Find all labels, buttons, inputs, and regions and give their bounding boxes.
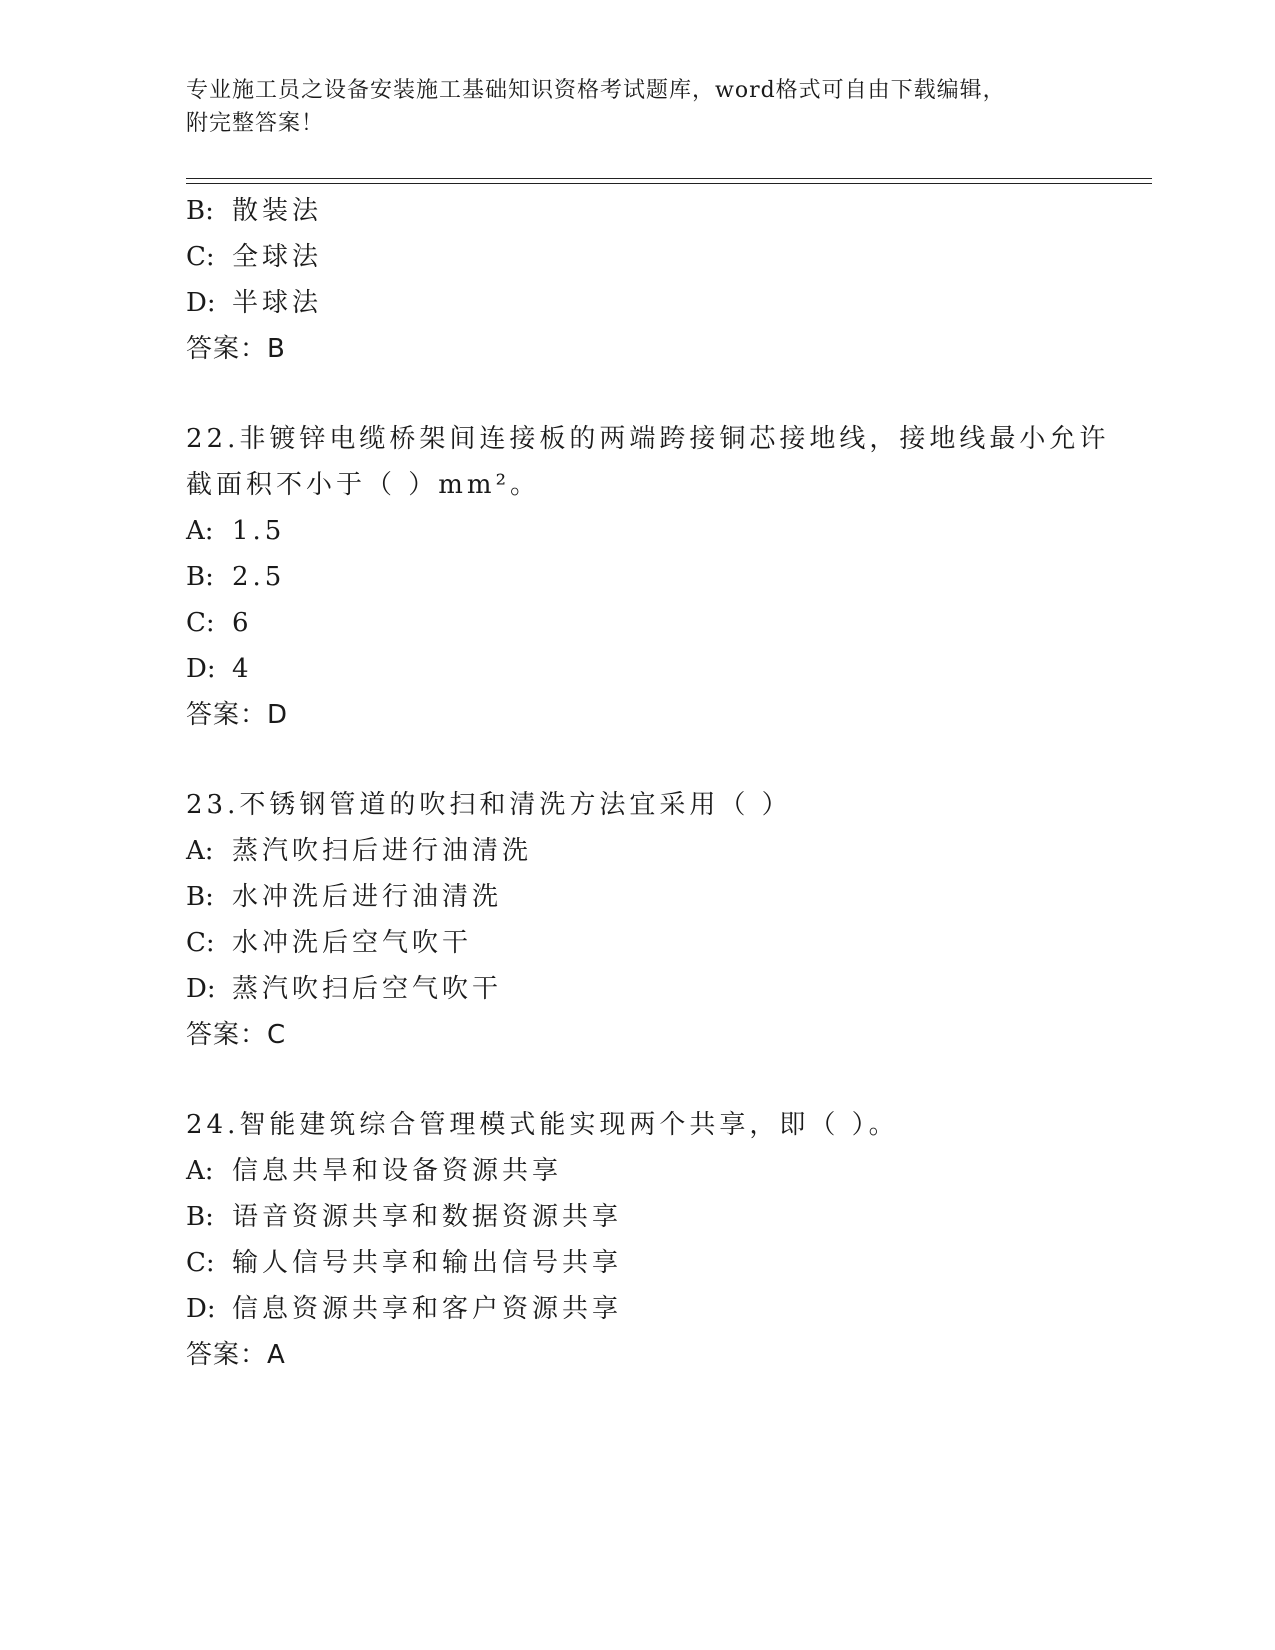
header-divider-bottom <box>186 183 1152 184</box>
option-text: 全球法 <box>232 242 323 272</box>
option-text: 水冲洗后进行油清洗 <box>232 882 503 912</box>
answer-line: 答案：A <box>186 1340 286 1370</box>
option-key: A: <box>186 1156 214 1186</box>
option-text: 蒸汽吹扫后进行油清洗 <box>232 836 533 866</box>
option-a <box>186 1148 1152 1194</box>
option-key: A: <box>186 836 214 866</box>
option-text: 蒸汽吹扫后空气吹干 <box>232 974 503 1004</box>
option-text: 半球法 <box>232 288 323 318</box>
question-22 <box>186 416 1152 738</box>
option-text: 散装法 <box>232 196 323 226</box>
option-text: 4 <box>232 654 253 684</box>
option-d <box>186 280 1152 326</box>
option-key: C: <box>186 608 215 638</box>
option-a <box>186 508 1152 554</box>
option-text: 1.5 <box>232 516 286 546</box>
option-key: A: <box>186 516 214 546</box>
question-23 <box>186 782 1152 1058</box>
question-21 <box>186 188 1152 372</box>
option-text: 2.5 <box>232 562 286 592</box>
option-key: B: <box>186 196 214 226</box>
option-key: D: <box>186 654 216 684</box>
option-text: 语音资源共享和数据资源共享 <box>232 1202 623 1232</box>
option-d <box>186 1286 1152 1332</box>
option-key: B: <box>186 882 214 912</box>
option-b <box>186 1194 1152 1240</box>
option-text: 信息资源共享和客户资源共享 <box>232 1294 623 1324</box>
option-key: D: <box>186 288 216 318</box>
option-key: C: <box>186 242 215 272</box>
spacer <box>186 1058 1152 1102</box>
option-d <box>186 646 1152 692</box>
option-c <box>186 234 1152 280</box>
option-c <box>186 1240 1152 1286</box>
option-d <box>186 966 1152 1012</box>
answer-line: 答案：C <box>186 1020 287 1050</box>
option-key: C: <box>186 928 215 958</box>
option-b <box>186 554 1152 600</box>
header-divider-top <box>186 178 1152 179</box>
spacer <box>186 372 1152 416</box>
answer-line: 答案：D <box>186 700 289 730</box>
question-stem-line-1: 24.智能建筑综合管理模式能实现两个共享，即（ ）。 <box>186 1110 899 1140</box>
option-key: B: <box>186 1202 214 1232</box>
answer-line: 答案：B <box>186 334 286 364</box>
option-text: 水冲洗后空气吹干 <box>232 928 473 958</box>
question-stem-line-1: 22.非镀锌电缆桥架间连接板的两端跨接铜芯接地线，接地线最小允许 <box>186 424 1110 454</box>
question-24 <box>186 1102 1152 1378</box>
header-line-2: 附完整答案！ <box>186 111 325 136</box>
option-key: B: <box>186 562 214 592</box>
document-header <box>186 74 1086 140</box>
option-key: D: <box>186 1294 216 1324</box>
option-c <box>186 920 1152 966</box>
option-key: D: <box>186 974 216 1004</box>
option-text: 6 <box>232 608 253 638</box>
option-text: 输人信号共享和输出信号共享 <box>232 1248 623 1278</box>
option-b <box>186 188 1152 234</box>
question-stem-line-1: 23.不锈钢管道的吹扫和清洗方法宜采用（ ） <box>186 790 792 820</box>
question-list <box>186 188 1152 1378</box>
question-stem-line-2: 截面积不小于（ ）mm²。 <box>186 470 540 500</box>
option-key: C: <box>186 1248 215 1278</box>
option-text: 信息共旱和设备资源共享 <box>232 1156 563 1186</box>
header-line-1: 专业施工员之设备安装施工基础知识资格考试题库，word格式可自由下载编辑， <box>186 78 1006 103</box>
option-c <box>186 600 1152 646</box>
option-a <box>186 828 1152 874</box>
option-b <box>186 874 1152 920</box>
spacer <box>186 738 1152 782</box>
